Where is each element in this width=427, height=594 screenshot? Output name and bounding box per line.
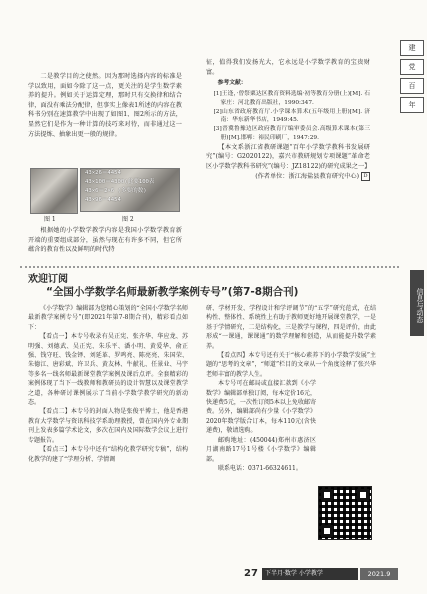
figure-1-caption: 图 1 xyxy=(44,216,56,223)
reference-item: [1]王逢，·曾祭粟达区教育资料选编·初等教育分册(上)[M]. 石家庄：河北教育出版社，1990:347. xyxy=(213,90,370,106)
side-tab-bai: 百 xyxy=(400,78,424,94)
article-right-column xyxy=(206,58,370,181)
page-number: 27 xyxy=(244,568,258,579)
reference-item: [2]山东省政府教育厅.小学课本算术(五年级用上册)[M]. 济南：华东新华书店，1949:45. xyxy=(213,108,370,124)
qr-code xyxy=(318,486,372,540)
figure-2-photo xyxy=(80,168,180,212)
end-mark: D xyxy=(361,172,370,181)
promo-ordering-info xyxy=(206,379,316,473)
promo-paragraph: 【看点三】本专号中还有“结构化教学研究专稿”，结构化教学的建了“学理分析、学情调 xyxy=(28,446,188,463)
qr-corner xyxy=(321,525,333,537)
reference-item: [3]晋冀鲁豫边区政府教育厅编审委员会.高级算术课本(第三册)[M].邯郸：裕民印刷厂，1947:29. xyxy=(213,126,370,141)
promo-right-column xyxy=(206,304,376,473)
side-tab-dang: 党 xyxy=(400,59,424,75)
figure-2-line: 43×26＝4454 xyxy=(85,170,121,176)
side-tab-jian: 建 xyxy=(400,40,424,56)
article-left-column-2 xyxy=(28,226,182,255)
figure-2-line: 43×6＝2×6 (多要的数) xyxy=(85,188,147,194)
figure-area xyxy=(30,168,180,222)
side-banner: 信息与动态 xyxy=(410,270,424,336)
references-title: 参考文献： xyxy=(217,80,247,87)
figure-2-caption: 图 2 xyxy=(122,216,134,223)
figure-2-line: 43×100＝4300(此要100表 xyxy=(85,179,155,185)
promo-paragraph: 【看点二】本专号的封面人物是张俊平博士，他是香港教育大学数学与资讯科技学系助理教授，曾在国内外专业期刊上发表多篇学术论文，多次在国内及国际数学会议上进行专题报告。 xyxy=(28,408,188,444)
article-paragraph: 二是教学目的之使然。因为那时选择内容的标准是学以致用，面如今除了这一点，更关注的是学生数学素养的提升。例如关于运算定理，那时只有交换律和结合律，面没有乘法分配律，但事实上像表1所述的内容在教科书分别在速算教学中出现了如图1、图2所示的方法，显然它们是作为一种计算的技巧来对待，而非通过这一方法提炼、抽象出更一般的规律。 xyxy=(28,73,182,138)
side-tabs xyxy=(395,40,427,116)
author-text: (作者单位：浙江海盐县教育研究中心) xyxy=(255,172,360,180)
qr-corner xyxy=(357,489,369,501)
article-paragraph: 根据她的小学数学教学内容是我国小学数学教育新开端的重要组成部分，虽然与现在有许多不同，但它所蕴含的教育性以及鲜明的时代特 xyxy=(28,227,182,254)
journal-label: 下半月·数学 小学教学 xyxy=(262,568,358,580)
references xyxy=(206,79,370,143)
promo-welcome: 欢迎订阅 xyxy=(28,274,68,285)
side-tab-nian: 年 xyxy=(400,97,424,113)
promo-paragraph: 《小学数学》编辑部为您精心策划的“全国小学数学名师最新教学案例专号”(即2021年第7-8期合刊)，精彩看点如下： xyxy=(28,305,188,331)
figure-1-photo xyxy=(30,168,78,214)
promo-paragraph: 【看点四】本专号还有关于“核心素养下的小学数学发展”主题的“思考的文章”，“师道”栏目的文章从一个角度诠释了张兴华老师丰富的教学人生。 xyxy=(206,352,376,378)
article-paragraph: 征，值得我们发扬光大，它永远是小学数学教育的宝贵财富。 xyxy=(206,59,370,76)
promo-left-column xyxy=(28,304,188,464)
author-affiliation xyxy=(206,172,370,182)
promo-paragraph: 本专号可在邮局或直接汇款到《小学数学》编辑部单独订阅，每本定价16元，快递费5元，一次性订阅5本以上免收邮寄费。另外，编辑部尚有少量《小学数学》2020年数学版合订本，每本110元(含快递费)，敬请选购。 xyxy=(206,380,316,435)
qr-corner xyxy=(321,489,333,501)
promo-paragraph: 邮购地址：(450044)郑州市惠济区月湖南路17号1号楼《小学数学》编辑部。 xyxy=(206,436,316,463)
promo-paragraph: 【看点一】本专号收录有吴正宪、张齐华、华应龙、苏明强、刘德武、吴正宪、朱乐平、潘小明、黄爱华、俞正强、钱守旺、钱金铎、刘延革、罗鸣亮、陈亮亮、朱国荣、朱德江、唐彩斌、许卫兵、黄友林、牛献礼、任景业、马宇等多名一线名师最新课堂教学案例及课后点评。全套精彩的案例体现了当下一线教师和教研员的设计智慧以及课堂教学之道，各种研讨课例展示了当前小学数学教学研究的新动态。 xyxy=(28,333,188,407)
article-left-column xyxy=(28,72,182,139)
promo-paragraph: 联系电话：0371-66324611。 xyxy=(218,464,302,472)
fund-note: 【本文系浙江省教研课题“百年小学数学教科书发展研究”(编号：G2020122)，嘉兴市教研规划专项课题“革命老区小学数学教科书研究”(编号：JZ18122)的研究成果之一】 xyxy=(206,143,371,170)
section-divider xyxy=(20,266,399,268)
figure-2-line: 43×96＝4454 xyxy=(85,197,121,203)
issue-label: 2021.9 xyxy=(360,568,398,580)
page-footer xyxy=(0,566,427,584)
promo-title: “全国小学数学名师最新教学案例专号”(第7-8期合刊) xyxy=(46,286,299,298)
promo-paragraph: 研、学材开发、学程设计和学评调节”的“五学”研究范式，在结构性、整体性、系统性上有助于教师更好地开展课堂教学，一是基于学情研究，二是结构化，三是教学与课程，四是评价，由此形成“一课通，课课通”的数学理解和创造，从而能提升数学素养。 xyxy=(206,305,376,350)
